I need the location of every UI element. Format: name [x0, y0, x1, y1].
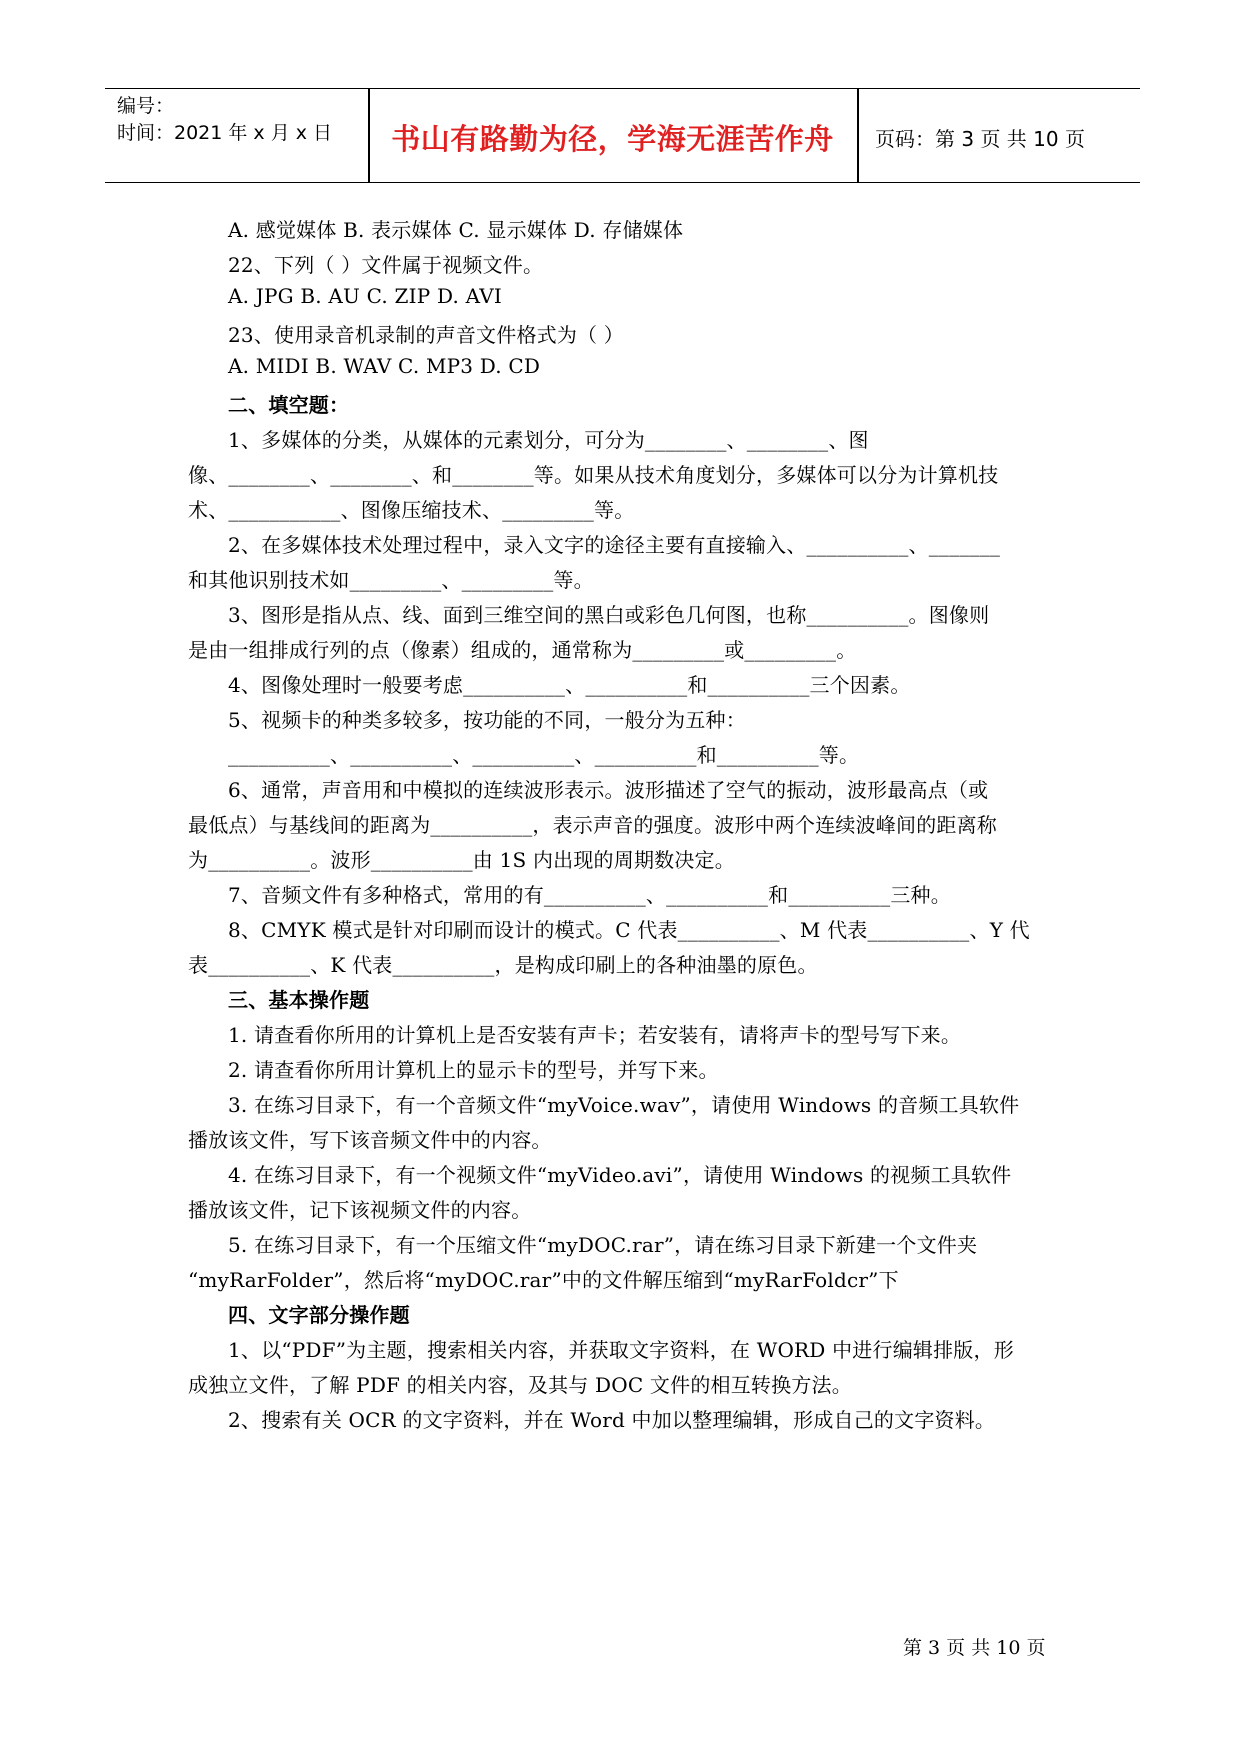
section-heading: 四、文字部分操作题 [228, 1303, 410, 1327]
text-line: 和其他识别技术如_________、_________等。 [188, 568, 594, 592]
section-heading: 二、填空题： [228, 393, 350, 417]
text-line: 5. 在练习目录下，有一个压缩文件“myDOC.rar”，请在练习目录下新建一个文件夹 [228, 1233, 978, 1257]
text-line: 6、通常，声音用和中模拟的连续波形表示。波形描述了空气的振动，波形最高点（或 [228, 778, 989, 802]
text-line: 3. 在练习目录下，有一个音频文件“myVoice.wav”，请使用 Windows 的音频工具软件 [228, 1093, 1020, 1117]
header-page-label: 页码：第 3 页 共 10 页 [875, 127, 1085, 151]
text-line: 1、多媒体的分类，从媒体的元素划分，可分为________、________、图 [228, 428, 869, 452]
text-line: 1. 请查看你所用的计算机上是否安装有声卡；若安装有，请将声卡的型号写下来。 [228, 1023, 962, 1047]
text-line: 1、以“PDF”为主题，搜索相关内容，并获取文字资料，在 WORD 中进行编辑排版，形 [228, 1338, 1014, 1362]
page-header [105, 88, 1140, 183]
text-line: 22、下列（ ）文件属于视频文件。 [228, 253, 544, 277]
text-line: 7、音频文件有多种格式，常用的有__________、__________和__________三种。 [228, 883, 951, 907]
text-line: 成独立文件，了解 PDF 的相关内容，及其与 DOC 文件的相互转换方法。 [188, 1373, 852, 1397]
text-line: 播放该文件，写下该音频文件中的内容。 [188, 1128, 552, 1152]
text-line: 像、________、________、和________等。如果从技术角度划分，多媒体可以分为计算机技 [188, 463, 999, 487]
text-line: 术、___________、图像压缩技术、_________等。 [188, 498, 635, 522]
text-line: A. MIDI B. WAV C. MP3 D. CD [228, 354, 541, 378]
number-label: 编号： [117, 95, 175, 117]
text-line: 23、使用录音机录制的声音文件格式为（ ） [228, 323, 625, 347]
header-divider [857, 89, 859, 182]
text-line: 2. 请查看你所用计算机上的显示卡的型号，并写下来。 [228, 1058, 719, 1082]
text-line: 最低点）与基线间的距离为__________，表示声音的强度。波形中两个连续波峰间的距离称 [188, 813, 997, 837]
text-line: 5、视频卡的种类多较多，按功能的不同，一般分为五种： [228, 708, 746, 732]
text-line: 2、搜索有关 OCR 的文字资料，并在 Word 中加以整理编辑，形成自己的文字资料。 [228, 1408, 996, 1432]
text-line: 3、图形是指从点、线、面到三维空间的黑白或彩色几何图，也称__________。图像则 [228, 603, 990, 627]
text-line: 为__________。波形__________由 1S 内出现的周期数决定。 [188, 848, 735, 872]
text-line: 8、CMYK 模式是针对印刷而设计的模式。C 代表__________、M 代表__________、Y 代 [228, 918, 1030, 942]
text-line: A. JPG B. AU C. ZIP D. AVI [228, 284, 502, 308]
header-left [117, 93, 332, 147]
date-label: 时间：2021 年 x 月 x 日 [117, 122, 333, 144]
page-footer: 第 3 页 共 10 页 [903, 1637, 1046, 1659]
text-line: 播放该文件，记下该视频文件的内容。 [188, 1198, 532, 1222]
text-line: 表__________、K 代表__________，是构成印刷上的各种油墨的原色。 [188, 953, 818, 977]
text-line: 4、图像处理时一般要考虑__________、__________和__________三个因素。 [228, 673, 911, 697]
text-line: 2、在多媒体技术处理过程中，录入文字的途径主要有直接输入、__________、_______ [228, 533, 1001, 557]
header-motto: 书山有路勤为径，学海无涯苦作舟 [391, 122, 834, 156]
text-line: 4. 在练习目录下，有一个视频文件“myVideo.avi”，请使用 Windows 的视频工具软件 [228, 1163, 1012, 1187]
section-heading: 三、基本操作题 [228, 988, 370, 1012]
text-line: A. 感觉媒体 B. 表示媒体 C. 显示媒体 D. 存储媒体 [228, 218, 684, 242]
text-line: “myRarFolder”，然后将“myDOC.rar”中的文件解压缩到“myRarFoldcr”下 [188, 1268, 899, 1292]
text-line: __________、__________、__________、__________和__________等。 [228, 743, 860, 767]
text-line: 是由一组排成行列的点（像素）组成的，通常称为_________或_________。 [188, 638, 857, 662]
